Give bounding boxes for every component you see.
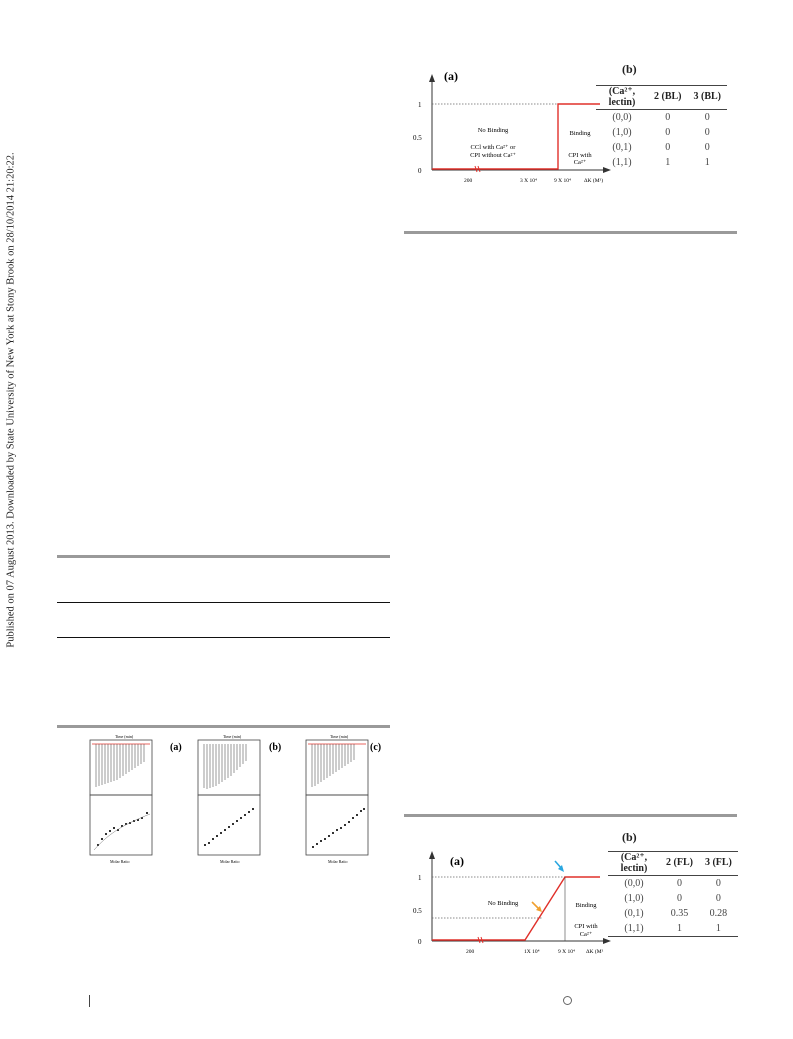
table-cell: (1,0) [612,127,632,138]
table-row [596,110,727,126]
table-cell: (0,1) [624,908,644,919]
table-row [608,906,738,921]
rule-right-1 [404,231,737,234]
table-cell: 1 [715,923,721,934]
sidebar-publication-note [2,140,20,660]
table-header: 3 (BL) [693,91,721,103]
table-cell: 0 [704,142,710,153]
table-header: (Ca²⁺, lectin) [608,86,636,108]
fig-top-no-binding-sub1: CCl with Ca²⁺ or [470,144,516,151]
fig-bottom-ytick-2: 0.5 [413,907,422,915]
figure-bottom-plot [400,825,620,960]
figure-bottom-label-b: (b) [622,830,637,844]
table-cell: 0 [715,878,721,889]
table-cell: 0 [665,112,671,123]
fig-bottom-binding-sub1: CPI with [574,923,598,930]
table-cell: 0 [676,878,682,889]
itc-label-b: (b) [269,742,282,753]
itc-xlabel-b: Molar Ratio [220,859,240,864]
fig-bottom-binding: Binding [575,902,597,909]
table-cell: 0 [704,112,710,123]
table-cell: 0 [704,127,710,138]
table-row [596,140,727,155]
table-cell: 0 [665,127,671,138]
figure-top-label-a: (a) [444,69,458,83]
table-row [596,125,727,140]
figure-top-table [596,85,727,170]
figure-top-plot [400,60,620,190]
table-cell: 1 [676,923,682,934]
table-header: (Ca²⁺, lectin) [620,852,648,874]
fig-top-xtick-2: 3 X 10⁴ [520,178,537,184]
table-cell: (1,1) [624,923,644,934]
figure-top [400,60,740,190]
itc-figure [70,732,390,872]
fig-top-xaxis-label: ΔK (M¹) [584,178,604,184]
table-row [608,921,738,937]
table-cell: 0 [715,893,721,904]
footer-circle-icon [563,996,572,1005]
rule-left-4 [57,725,390,728]
itc-time-label-c: Time (min) [330,734,349,739]
itc-xlabel-c: Molar Ratio [328,859,348,864]
fig-top-binding: Binding [569,130,591,137]
fig-bottom-ytick-1: 1 [418,874,422,882]
table-header: 3 (FL) [704,857,732,869]
fig-bottom-binding-sub2: Ca²⁺ [579,931,593,938]
table-cell: 0.35 [670,908,689,919]
rule-left-2 [57,602,390,603]
table-header: 2 (BL) [654,91,682,103]
itc-time-label-a: Time (min) [115,734,134,739]
table-row [608,891,738,906]
figure-bottom [400,825,740,965]
figure-top-label-b: (b) [622,62,637,76]
itc-time-label-b: Time (min) [223,734,242,739]
fig-bottom-xaxis-label: ΔK (M¹ [586,949,604,955]
rule-left-1 [57,555,390,558]
table-row [608,876,738,892]
fig-top-xtick-1: 200 [464,178,473,184]
fig-top-ytick-1: 1 [418,101,422,109]
itc-xlabel-a: Molar Ratio [110,859,130,864]
table-cell: 0.28 [709,908,728,919]
fig-top-ytick-2: 0.5 [413,134,422,142]
table-cell: 0 [676,893,682,904]
rule-right-2 [404,814,737,817]
fig-top-ytick-3: 0 [418,167,422,175]
fig-top-xtick-3: 9 X 10⁴ [554,178,571,184]
fig-top-binding-sub2: Ca²⁺ [573,159,587,166]
table-header-row [596,86,727,110]
fig-bottom-xtick-1: 200 [466,949,475,955]
figure-bottom-label-a: (a) [450,854,464,868]
table-row [596,155,727,170]
table-header-row [608,852,738,876]
table-cell: (0,1) [612,142,632,153]
itc-label-c: (c) [370,742,382,753]
table-cell: (1,1) [612,157,632,168]
table-cell: 1 [704,157,710,168]
fig-bottom-xtick-2: 1X 10⁴ [524,949,540,955]
table-cell: (0,0) [612,112,632,123]
table-header: 2 (FL) [666,857,693,869]
rule-left-3 [57,637,390,638]
fig-bottom-no-binding: No Binding [487,900,519,907]
itc-figure-plot [70,732,390,872]
fig-top-binding-sub1: CPI with [568,152,592,159]
table-cell: 1 [665,157,671,168]
table-cell: (1,0) [624,893,644,904]
fig-bottom-xtick-3: 9 X 10⁴ [558,949,575,955]
figure-bottom-table [608,851,738,937]
table-cell: (0,0) [624,878,644,889]
sidebar-text: Published on 07 August 2013. Downloaded by State University of New York at Stony Brook on 28/10/2014 21:20:22. [5,152,17,648]
fig-top-no-binding-sub2: CPI without Ca²⁺ [470,152,516,159]
fig-bottom-ytick-3: 0 [418,938,422,946]
footer-divider [89,995,90,1007]
fig-top-no-binding: No Binding [477,127,509,134]
table-cell: 0 [665,142,671,153]
itc-label-a: (a) [170,742,182,753]
